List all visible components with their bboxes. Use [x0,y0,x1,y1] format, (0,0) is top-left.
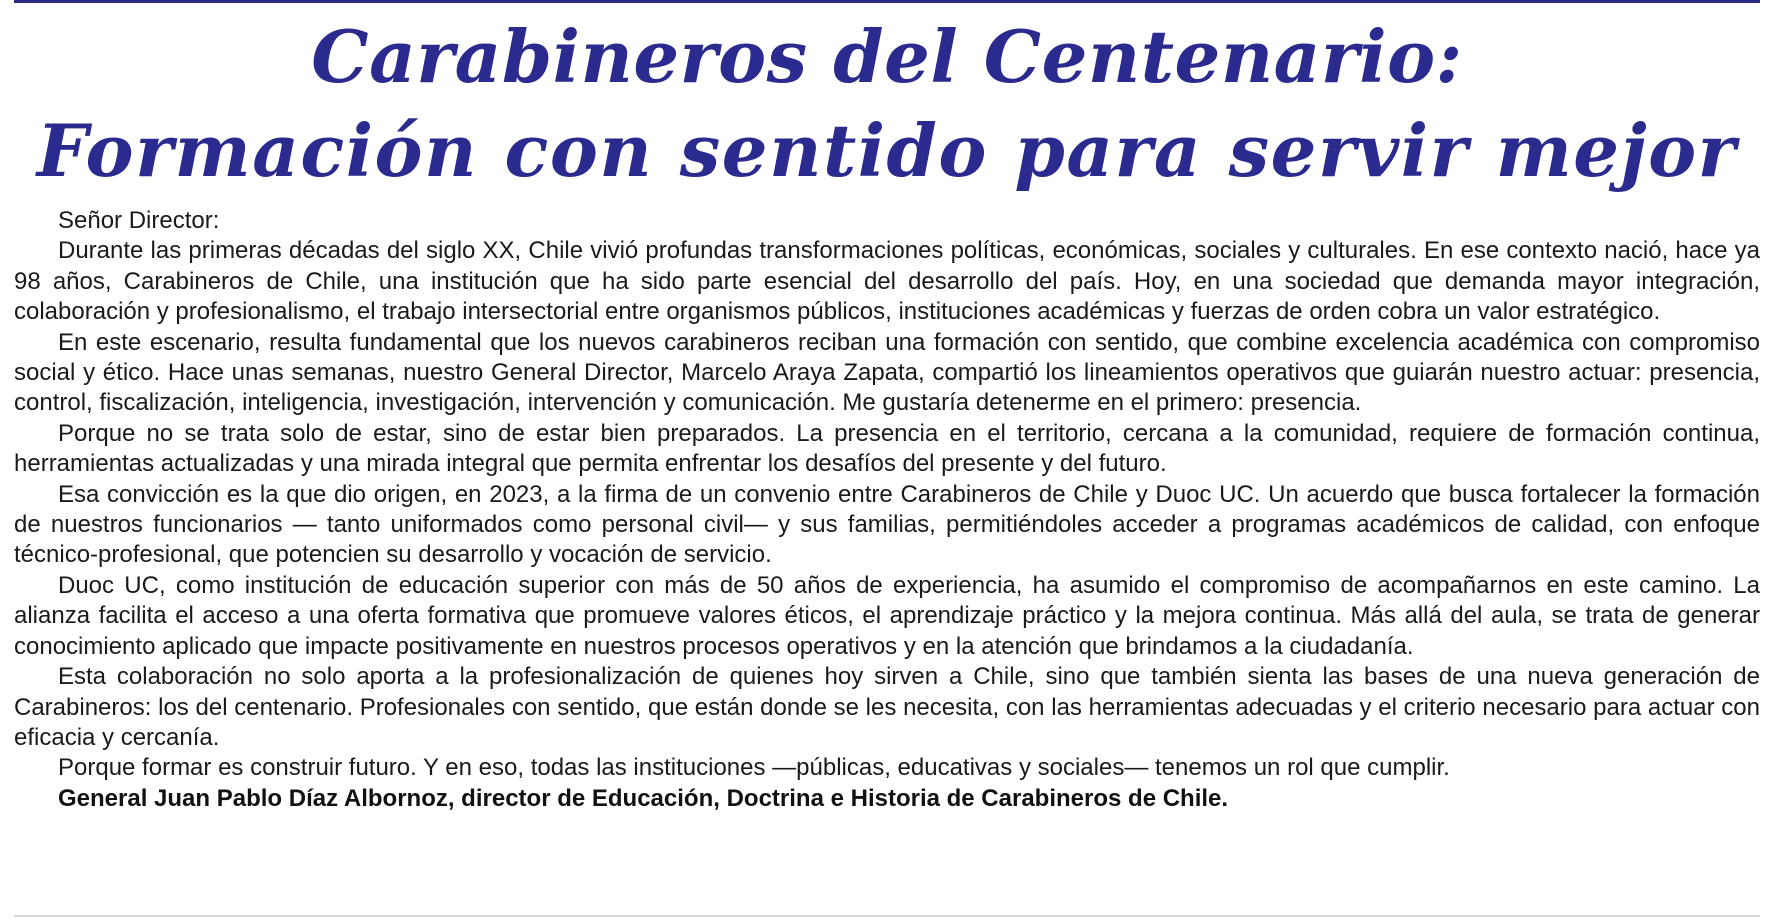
paragraph-2: En este escenario, resulta fundamental que los nuevos carabineros reciban una formación con sentido, que combine excelencia académica con compromiso social y ético. Hace unas semanas, nuestro General Director, Marcelo Araya Zapata, compartió los lineamientos operativos que guiarán nuestro actuar: presencia, control, fiscalización, inteligencia, investigación, intervención y comunicación. Me gustaría detenerme en el primero: presencia. [14,328,1760,417]
bottom-rule [14,915,1760,917]
top-rule [14,0,1760,3]
headline-line-2: Formación con sentido para servir mejor [36,108,1738,193]
paragraph-1: Durante las primeras décadas del siglo XX, Chile vivió profundas transformaciones políticas, económicas, sociales y culturales. En ese contexto nació, hace ya 98 años, Carabineros de Chile, una institución que ha sido parte esencial del desarrollo del país. Hoy, en una sociedad que demanda mayor integración, colaboración y profesionalismo, el trabajo intersectorial entre organismos públicos, instituciones académicas y fuerzas de orden cobra un valor estratégico. [14,237,1760,326]
paragraph-5: Duoc UC, como institución de educación superior con más de 50 años de experiencia, ha asumido el compromiso de acompañarnos en este camino. La alianza facilita el acceso a una oferta formativa que promueve valores éticos, el aprendizaje práctico y la mejora continua. Más allá del aula, se trata de generar conocimiento aplicado que impacte positivamente en nuestros procesos operativos y en la atención que brindamos a la ciudadanía. [14,571,1760,660]
paragraph-7: Porque formar es construir futuro. Y en eso, todas las instituciones —públicas, educativas y sociales— tenemos un rol que cumplir. [58,754,1450,782]
salutation: Señor Director: [58,207,220,234]
paragraph-6: Esta colaboración no solo aporta a la profesionalización de quienes hoy sirven a Chile, sino que también sienta las bases de una nueva generación de Carabineros: los del centenario. Profesionales con sentido, que están donde se les necesita, con las herramientas adecuadas y el criterio necesario para actuar con eficacia y cercanía. [14,663,1760,751]
paragraph-3: Porque no se trata solo de estar, sino de estar bien preparados. La presencia en el territorio, cercana a la comunidad, requiere de formación continua, herramientas actualizadas y una mirada integral que permita enfrentar los desafíos del presente y del futuro. [14,419,1760,478]
headline-line-1: Carabineros del Centenario: [311,14,1463,99]
letter-body [14,206,1760,814]
paragraph-4: Esa convicción es la que dio origen, en 2023, a la firma de un convenio entre Carabineros de Chile y Duoc UC. Un acuerdo que busca fortalecer la formación de nuestros funcionarios — tanto uniformados como personal civil— y sus familias, permitiéndoles acceder a programas académicos de calidad, con enfoque técnico-profesional, que potencien su desarrollo y vocación de servicio. [14,480,1760,569]
headline [14,0,1760,198]
signature: General Juan Pablo Díaz Albornoz, director de Educación, Doctrina e Historia de Carabineros de Chile. [58,784,1229,812]
